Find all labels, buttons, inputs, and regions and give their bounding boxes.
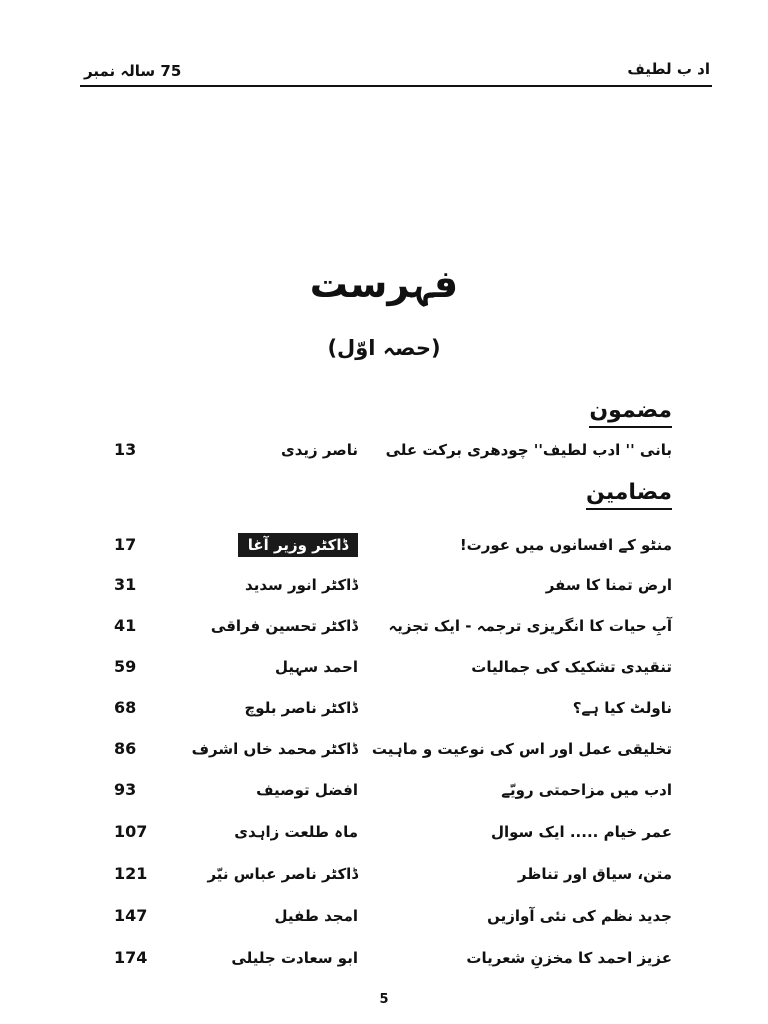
toc-page: 174 xyxy=(114,948,148,967)
toc-author: ڈاکٹر تحسین فراقی xyxy=(210,617,358,635)
page-number: 5 xyxy=(379,992,389,1007)
toc-page: 68 xyxy=(114,698,137,717)
toc-page: 107 xyxy=(114,822,148,841)
toc-author: ڈاکٹر ناصر بلوچ xyxy=(244,699,358,717)
toc-author: ڈاکٹر انور سدید xyxy=(245,576,358,594)
toc-row xyxy=(0,902,768,932)
toc-row xyxy=(0,818,768,848)
toc-title: عمر خیام ..... ایک سوال xyxy=(490,823,672,841)
toc-author: افضل توصیف xyxy=(256,781,358,799)
toc-row xyxy=(0,571,768,601)
section-heading-mazameen: مضامین xyxy=(586,480,672,510)
toc-author: ماہ طلعت زاہدی xyxy=(234,823,358,841)
toc-page: 17 xyxy=(114,535,137,554)
toc-author: ڈاکٹر ناصر عباس نیّر xyxy=(207,865,358,883)
toc-page: 41 xyxy=(114,616,137,635)
toc-author: ناصر زیدی xyxy=(281,441,358,459)
toc-title: عزیز احمد کا مخزنِ شعریات xyxy=(466,949,672,967)
toc-author: ابو سعادت جلیلی xyxy=(231,949,358,967)
running-header-right: اد ب لطیف xyxy=(627,60,710,78)
running-header-left: 75 سالہ نمبر xyxy=(84,62,182,80)
toc-author: احمد سہیل xyxy=(275,658,358,676)
toc-page: 147 xyxy=(114,906,148,925)
toc-title: ناولٹ کیا ہے؟ xyxy=(572,699,672,717)
toc-title: متن، سیاق اور تناظر xyxy=(517,865,672,883)
toc-page: 31 xyxy=(114,575,137,594)
toc-row xyxy=(0,944,768,974)
toc-title: جدید نظم کی نئی آوازیں xyxy=(487,907,672,925)
page-subtitle: (حصہ اوّل) xyxy=(327,336,441,360)
toc-row xyxy=(0,531,768,561)
page-title: فہرست xyxy=(309,262,459,306)
toc-row xyxy=(0,436,768,466)
toc-author-highlighted: ڈاکٹر وزیر آغا xyxy=(238,533,358,557)
toc-title: منٹو کے افسانوں میں عورت! xyxy=(459,536,672,554)
toc-title: تنقیدی تشکیک کی جمالیات xyxy=(471,658,672,676)
toc-title: ارض تمنا کا سفر xyxy=(545,576,672,594)
toc-author: ڈاکٹر محمد خاں اشرف xyxy=(191,740,358,758)
toc-page: 59 xyxy=(114,657,137,676)
toc-row xyxy=(0,612,768,642)
toc-page: 13 xyxy=(114,440,137,459)
toc-author: امجد طفیل xyxy=(274,907,358,925)
toc-page: 93 xyxy=(114,780,137,799)
toc-row xyxy=(0,860,768,890)
toc-row xyxy=(0,735,768,765)
toc-page: 121 xyxy=(114,864,148,883)
toc-title: ادب میں مزاحمتی رویّے xyxy=(501,781,672,799)
toc-page: 86 xyxy=(114,739,137,758)
toc-title: تخلیقی عمل اور اس کی نوعیت و ماہیت xyxy=(371,740,672,758)
toc-row xyxy=(0,776,768,806)
toc-row xyxy=(0,694,768,724)
toc-title: بانی '' ادب لطیف'' چودھری برکت علی xyxy=(385,441,672,459)
toc-title: آبِ حیات کا انگریزی ترجمہ - ایک تجزیہ xyxy=(388,617,672,635)
section-heading-mazmoon: مضمون xyxy=(589,398,672,428)
toc-row xyxy=(0,653,768,683)
header-rule xyxy=(80,85,712,87)
